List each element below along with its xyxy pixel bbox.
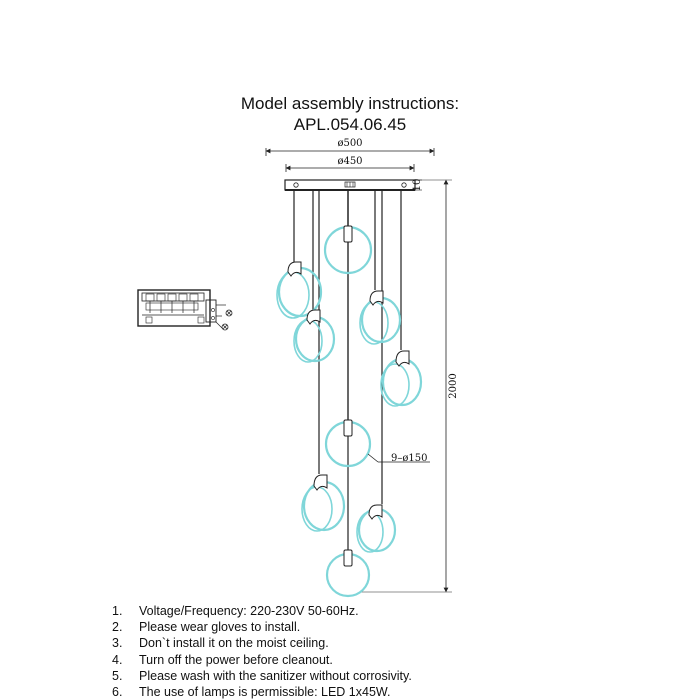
shade-callout-label: 9–ø150 [391, 453, 428, 464]
glass-shade-8 [357, 505, 395, 552]
dimension-total-height-label: 2000 [448, 373, 459, 399]
instruction-item: 1. Voltage/Frequency: 220-230V 50-60Hz. [112, 604, 359, 618]
glass-shade-7 [302, 475, 344, 531]
glass-shade-3 [360, 291, 400, 344]
dimension-canopy-inner-label: ø450 [337, 156, 363, 167]
instruction-item: 3. Don`t install it on the moist ceiling. [112, 636, 329, 651]
instruction-item: 2. Please wear gloves to install. [112, 620, 301, 635]
dimension-canopy-outer-label: ø500 [337, 138, 363, 149]
glass-shade-4 [294, 310, 334, 362]
dimension-canopy-inner [286, 156, 414, 172]
terminal-block-diagram-icon [138, 290, 232, 330]
glass-shade-9 [327, 550, 369, 596]
dimension-canopy-outer [266, 138, 434, 156]
instruction-item: 5. Please wash with the sanitizer without corrosivity. [112, 668, 412, 683]
instruction-item: 6. The use of lamps is permissible: LED 1x45W. [112, 685, 391, 700]
instruction-list [112, 603, 412, 700]
ceiling-canopy [285, 180, 415, 190]
shade-callout [368, 453, 430, 464]
glass-shade-5 [381, 351, 421, 406]
dimension-canopy-height [412, 179, 423, 192]
instruction-item: 4. Turn off the power before cleanout. [112, 652, 333, 667]
page-title: Model assembly instructions: [240, 94, 460, 113]
dimension-canopy-height-label: 10 [412, 178, 423, 192]
model-number: APL.054.06.45 [293, 115, 407, 134]
